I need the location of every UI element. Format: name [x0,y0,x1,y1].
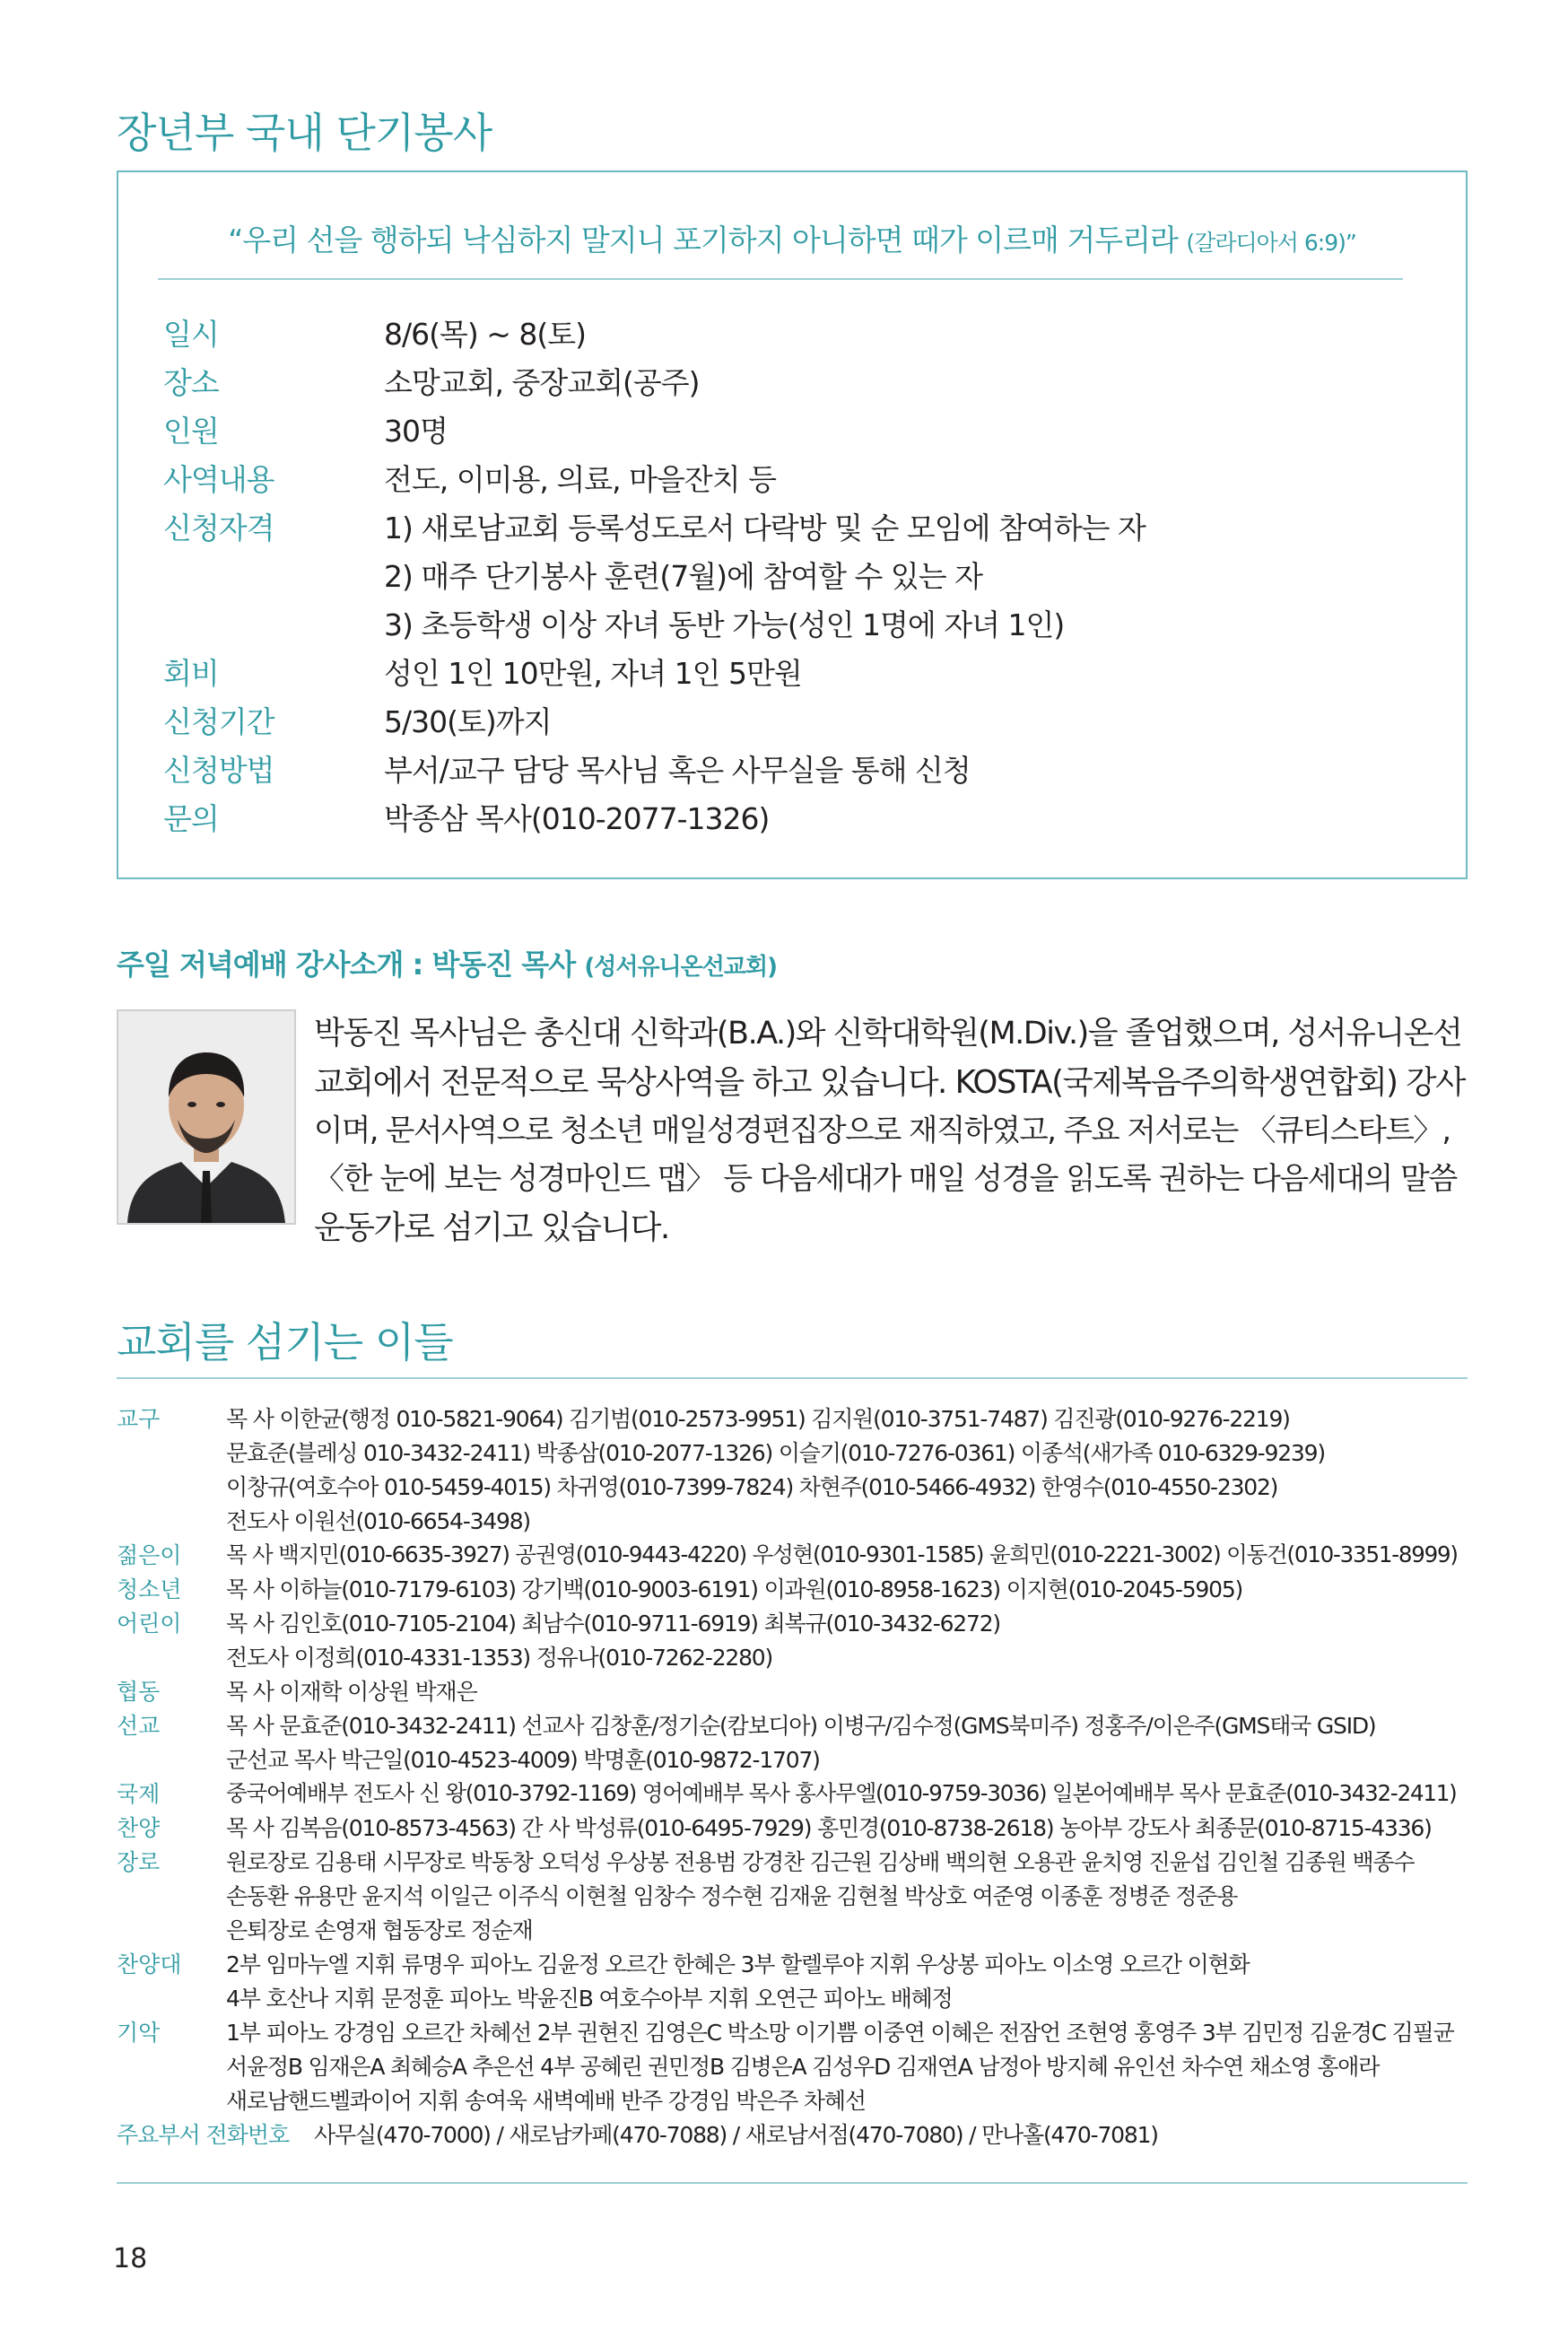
dept-line: 이창규(여호수아 010-5459-4015) 차귀영(010-7399-7824) 차현주(010-5466-4932) 한영수(010-4550-2302) [226,1474,1278,1500]
speaker-bio-line: 운동가로 섬기고 있습니다. [314,1209,669,1246]
dept-line: 목 사 백지민(010-6635-3927) 공권영(010-9443-4220) 우성현(010-9301-1585) 윤희민(010-2221-3002) 이동건(010-3351-8999) [226,1541,1458,1567]
info-value: 5/30(토)까지 [384,704,552,739]
info-value: 2) 매주 단기봉사 훈련(7월)에 참여할 수 있는 자 [384,559,982,594]
info-value: 소망교회, 중장교회(공주) [384,365,700,400]
info-value: 전도, 이미용, 의료, 마을잔치 등 [384,462,776,497]
phone-directory-value: 사무실(470-7000) / 새로남카페(470-7088) / 새로남서점(470-7080) / 만나홀(470-7081) [314,2122,1158,2148]
dept-line: 전도사 이원선(010-6654-3498) [226,1508,530,1534]
dept-line: 목 사 문효준(010-3432-2411) 선교사 김창훈/정기순(캄보디아) 이병구/김수정(GMS북미주) 정홍주/이은주(GMS태국 GSID) [226,1713,1376,1739]
dept-line: 문효준(블레싱 010-3432-2411) 박종삼(010-2077-1326) 이슬기(010-7276-0361) 이종석(새가족 010-6329-9239) [226,1440,1325,1466]
dept-line: 목 사 김복음(010-8573-4563) 간 사 박성류(010-6495-7929) 홍민경(010-8738-2618) 농아부 강도사 최종문(010-8715-4336) [226,1815,1432,1841]
dept-line: 2부 임마누엘 지휘 류명우 피아노 김윤정 오르간 한혜은 3부 할렐루야 지휘 우상봉 피아노 이소영 오르간 이현화 [226,1951,1250,1977]
dept-line: 원로장로 김용태 시무장로 박동창 오덕성 우상봉 전용범 강경찬 김근원 김상배 백의현 오용관 윤치영 진윤섭 김인철 김종원 백종수 [226,1849,1415,1875]
speaker-bio-line: 박동진 목사님은 총신대 신학과(B.A.)와 신학대학원(M.Div.)을 졸업했으며, 성서유니온선 [314,1016,1462,1052]
dept-line: 군선교 목사 박근일(010-4523-4009) 박명훈(010-9872-1707) [226,1747,820,1773]
dept-label: 찬양 [117,1815,161,1841]
dept-line: 서윤정B 임재은A 최혜승A 추은선 4부 공혜린 권민정B 김병은A 김성우D 김재연A 남정아 방지혜 유인선 차수연 채소영 홍애라 [226,2054,1380,2080]
dept-line: 은퇴장로 손영재 협동장로 정순재 [226,1917,533,1943]
speaker-bio-line: 이며, 문서사역으로 청소년 매일성경편집장으로 재직하였고, 주요 저서로는 〈큐티스타트〉, [314,1113,1450,1148]
info-value: 3) 초등학생 이상 자녀 동반 가능(성인 1명에 자녀 1인) [384,607,1065,642]
info-label: 회비 [163,656,219,691]
info-value: 30명 [384,414,448,449]
dept-line: 4부 호산나 지휘 문정훈 피아노 박윤진B 여호수아부 지휘 오연근 피아노 배혜정 [226,1986,953,2012]
section-title-short-term-service: 장년부 국내 단기봉사 [117,109,492,157]
speaker-photo [117,1009,296,1225]
dept-label: 젊은이 [117,1542,182,1568]
dept-label: 선교 [117,1713,161,1739]
info-value: 성인 1인 10만원, 자녀 1인 5만원 [384,656,802,691]
dept-line: 전도사 이정희(010-4331-1353) 정유나(010-7262-2280) [226,1645,773,1671]
info-label: 신청자격 [163,511,274,546]
bottom-divider [117,2182,1468,2184]
info-label: 장소 [163,365,219,400]
dept-label: 협동 [117,1679,161,1705]
scripture-quote [118,217,1466,259]
info-value: 박종삼 목사(010-2077-1326) [384,801,770,836]
dept-line: 목 사 이재학 이상원 박재은 [226,1679,477,1705]
quote-text: “우리 선을 행하되 낙심하지 말지니 포기하지 아니하면 때가 이르매 거두리라 [228,223,1178,258]
phone-directory-label: 주요부서 전화번호 [117,2122,290,2148]
dept-line: 목 사 김인호(010-7105-2104) 최남수(010-9711-6919) 최복규(010-3432-6272) [226,1611,1000,1637]
speaker-bio-line: 교회에서 전문적으로 묵상사역을 하고 있습니다. KOSTA(국제복음주의학생연합회) 강사 [314,1064,1465,1101]
service-info-box [117,170,1468,879]
dept-label: 청소년 [117,1576,182,1602]
speaker-intro-title [117,942,777,983]
quote-reference: (갈라디아서 6:9)” [1186,230,1356,256]
speaker-bio-line: 〈한 눈에 보는 성경마인드 맵〉 등 다음세대가 매일 성경을 읽도록 권하는 다음세대의 말씀 [314,1161,1457,1197]
dept-line: 손동환 유용만 윤지석 이일근 이주식 이현철 임창수 정수현 김재윤 김현철 박상호 여준영 이종훈 정병준 정준용 [226,1883,1238,1909]
dept-label: 찬양대 [117,1951,182,1977]
info-label: 문의 [163,801,219,836]
dept-label: 장로 [117,1849,161,1875]
page-number: 18 [113,2243,148,2274]
info-label: 신청방법 [163,753,274,788]
dept-line: 중국어예배부 전도사 신 왕(010-3792-1169) 영어예배부 목사 홍사무엘(010-9759-3036) 일본어예배부 목사 문효준(010-3432-2411) [226,1780,1457,1806]
dept-line: 목 사 이한균(행정 010-5821-9064) 김기범(010-2573-9951) 김지원(010-3751-7487) 김진광(010-9276-2219) [226,1406,1290,1432]
speaker-title-text: 주일 저녁예배 강사소개 : 박동진 목사 [117,947,576,982]
speaker-church: (성서유니온선교회) [584,954,778,981]
info-label: 신청기간 [163,704,274,739]
info-value: 8/6(목) ~ 8(토) [384,317,586,352]
info-label: 인원 [163,414,219,449]
dept-label: 교구 [117,1406,161,1432]
speaker-portrait-icon [118,1011,294,1223]
info-label: 일시 [163,317,219,352]
info-value: 1) 새로남교회 등록성도로서 다락방 및 순 모임에 참여하는 자 [384,511,1146,546]
dept-line: 새로남핸드벨콰이어 지휘 송여욱 새벽예배 반주 강경임 박은주 차혜선 [226,2088,866,2114]
dept-line: 1부 피아노 강경임 오르간 차혜선 2부 권현진 김영은C 박소망 이기쁨 이중연 이혜은 전잠언 조현영 홍영주 3부 김민정 김윤경C 김필균 [226,2020,1454,2046]
dept-line: 목 사 이하늘(010-7179-6103) 강기백(010-9003-6191) 이과원(010-8958-1623) 이지현(010-2045-5905) [226,1576,1243,1602]
staff-divider [117,1377,1468,1379]
dept-label: 어린이 [117,1611,182,1637]
info-label: 사역내용 [163,462,274,497]
dept-label: 국제 [117,1781,161,1807]
dept-label: 기악 [117,2020,161,2046]
quote-divider [158,278,1403,280]
section-title-church-staff: 교회를 섬기는 이들 [117,1318,453,1366]
info-value: 부서/교구 담당 목사님 혹은 사무실을 통해 신청 [384,753,971,788]
